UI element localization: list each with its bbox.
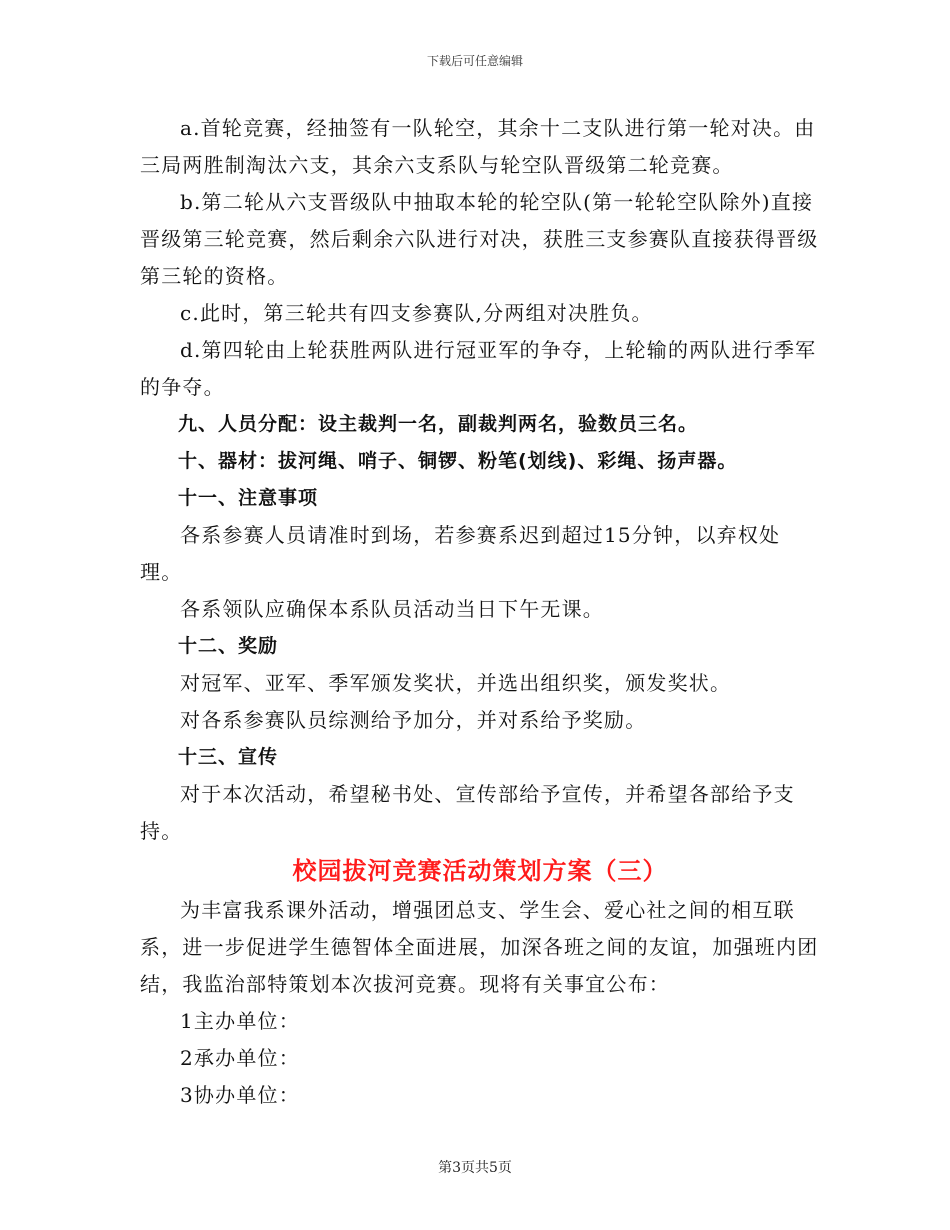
paragraph-awards-2: 对各系参赛队员综测给予加分，并对系给予奖励。 — [180, 708, 647, 732]
paragraph-round4: d.第四轮由上轮获胜两队进行冠亚军的争夺，上轮输的两队进行季军的争夺。 — [140, 338, 817, 399]
heading-equipment: 十、器材：拔河绳、哨子、铜锣、粉笔(划线)、彩绳、扬声器。 — [178, 450, 738, 472]
page-footer: 第3页共5页 — [438, 1160, 512, 1176]
paragraph-publicity: 对于本次活动，希望秘书处、宣传部给予宣传，并希望各部给予支持。 — [140, 782, 795, 843]
paragraph-punctuality: 各系参赛人员请准时到场，若参赛系迟到超过15分钟，以弃权处理。 — [140, 523, 781, 584]
heading-awards: 十二、奖励 — [178, 635, 279, 657]
paragraph-intro: 为丰富我系课外活动，增强团总支、学生会、爱心社之间的相互联系，进一步促进学生德智体全面进展，加深各班之间的友谊，加强班内团结，我监治部特策划本次拔河竞赛。现将有关事宜公布： — [140, 898, 819, 996]
section-title: 校园拔河竞赛活动策划方案（三） — [292, 857, 668, 885]
paragraph-organizer: 1主办单位： — [180, 1009, 300, 1033]
paragraph-co-organizer: 3协办单位： — [180, 1083, 300, 1107]
paragraph-awards-1: 对冠军、亚军、季军颁发奖状，并选出组织奖，颁发奖状。 — [180, 671, 732, 695]
paragraph-leaders: 各系领队应确保本系队员活动当日下午无课。 — [180, 597, 604, 621]
paragraph-host: 2承办单位： — [180, 1046, 300, 1070]
page-header: 下载后可任意编辑 — [426, 54, 523, 68]
heading-notes: 十一、注意事项 — [178, 487, 319, 509]
heading-publicity: 十三、宣传 — [178, 746, 279, 768]
document-body — [140, 110, 820, 1114]
paragraph-round3: c.此时，第三轮共有四支参赛队,分两组对决胜负。 — [180, 301, 653, 325]
paragraph-round1: a.首轮竞赛，经抽签有一队轮空，其余十二支队进行第一轮对决。由三局两胜制淘汰六支，其余六支系队与轮空队晋级第二轮竞赛。 — [140, 116, 816, 177]
paragraph-round2: b.第二轮从六支晋级队中抽取本轮的轮空队(第一轮轮空队除外)直接晋级第三轮竞赛，然后剩余六队进行对决，获胜三支参赛队直接获得晋级第三轮的资格。 — [140, 190, 819, 288]
heading-staffing: 九、人员分配：设主裁判一名，副裁判两名，验数员三名。 — [178, 413, 699, 435]
